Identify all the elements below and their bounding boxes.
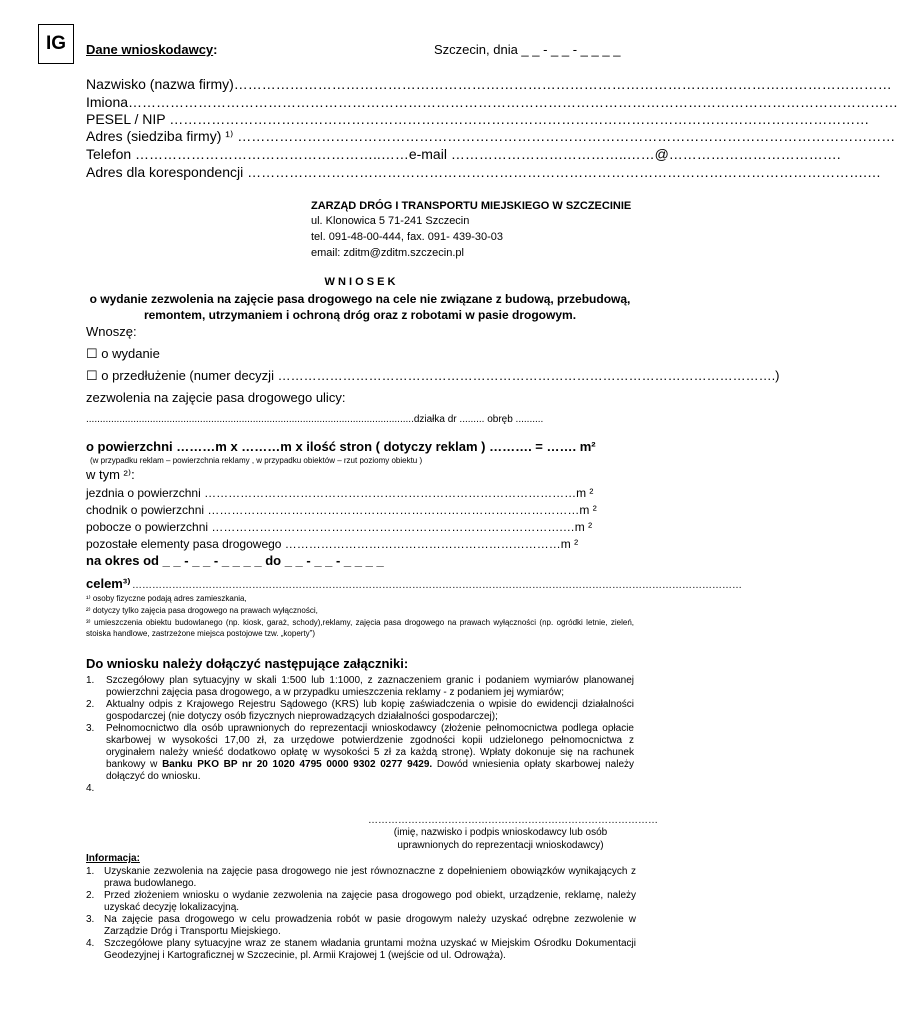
purpose-field[interactable]: …………………………………………………………………………………………………………………………………………………………………: [132, 580, 742, 591]
recipient-phone: tel. 091-48-00-444, fax. 091- 439-30-03: [311, 231, 504, 243]
applicant-heading-colon: :: [213, 42, 218, 57]
attachment-item: 2. Aktualny odpis z Krajowego Rejestru Sądowego (KRS) lub kopię zaświadczenia o wpisie do ewidencji działalności gospodarczej (nie dotyczy osób fizycznych nieprowadzących działalności gospodarczej);: [86, 699, 634, 722]
footnote-3: ³⁾ umieszczenia obiektu budowlanego (np. kiosk, garaż, schody),reklamy, zajęcia pasa drogowego na prawach wyłączności (np. ogródki letnie, zieleń, stoiska handlowe, zastrzeżone miejsca postojowe tzw. „koperty”): [86, 618, 634, 638]
applicant-heading: [86, 42, 218, 57]
footnote-2: ²⁾ dotyczy tylko zajęcia pasa drogowego na prawach wyłączności,: [86, 606, 318, 615]
option-issue-checkbox[interactable]: ☐ o wydanie: [86, 346, 160, 361]
of-which-label: w tym ²⁾:: [86, 467, 135, 482]
attachment-item: 3. Pełnomocnictwo dla osób uprawnionych do reprezentacji wnioskodawcy (złożenie pełnomocnictwa podlega opłacie skarbowej w wysokości 17,00 zł, za urzędowe potwierdzenie zgodności kopii udzielonego pełnomocnictwa z oryginałem należy wnieść dodatkowo opłatę w wysokości 5 zł za każdą stronę). Wpłaty dokonuje się na rachunek bankowy w Banku PKO BP nr 20 1020 4795 0000 9302 0277 9429. Dowód wniesienia opłaty skarbowej należy dołączyć do wniosku.: [86, 723, 635, 782]
surface-other[interactable]: pozostałe elementy pasa drogowego ……………………………………………………………m ²: [86, 537, 579, 551]
attachments-heading-text: Do wniosku należy dołączyć następujące załączniki: [86, 656, 404, 671]
surface-shoulder[interactable]: pobocze o powierzchni …………………………………………………………………………….…m ²: [86, 520, 593, 534]
field-address[interactable]: Adres (siedziba firmy) ¹⁾ ……………………………………………………………………………………………………………………………: [86, 128, 896, 144]
street-label: zezwolenia na zajęcie pasa drogowego ulicy:: [86, 390, 346, 405]
signature-line[interactable]: ……………………………………………………………………………: [368, 815, 658, 826]
recipient-email: email: zditm@zditm.szczecin.pl: [311, 247, 464, 259]
field-phone-email[interactable]: Telefon ……………………………………………..……e-mail ………………………………..……@……………………………….: [86, 146, 841, 162]
field-surname[interactable]: Nazwisko (nazwa firmy)……………………………………………………………………………………………………………………………: [86, 76, 892, 92]
surface-note: (w przypadku reklam – powierzchnia reklamy , w przypadku obiektów – rzut poziomy obiektu ): [90, 456, 423, 465]
recipient-name: ZARZĄD DRÓG I TRANSPORTU MIEJSKIEGO W SZCZECINIE: [311, 200, 632, 212]
signature-caption-1: (imię, nazwisko i podpis wnioskodawcy lub osób: [393, 827, 608, 838]
attachments-heading: [86, 656, 408, 671]
field-first-names[interactable]: Imiona…………………………………………………………………………………………………………………………………………………: [86, 94, 898, 110]
signature-caption-2: uprawnionych do reprezentacji wnioskodawcy): [397, 840, 604, 851]
info-item: 2. Przed złożeniem wniosku o wydanie zezwolenia na zajęcie pasa drogowego pod obiekt, urządzenie, reklamę, należy uzyskać decyzję lokalizacyjną.: [86, 890, 636, 913]
field-correspondence[interactable]: Adres dla korespondencji …………………………………………………………………………………………………………………….…: [86, 164, 881, 180]
surface-sidewalk[interactable]: chodnik o powierzchni …………………………………………………………………………………m ²: [86, 503, 597, 517]
street-plot-field[interactable]: ......................................................................................................................działka dr ......... obręb ..........: [86, 414, 544, 425]
footnote-1: ¹⁾ osoby fizyczne podają adres zamieszkania,: [86, 594, 247, 603]
info-list: [86, 866, 636, 962]
attachments-list: [86, 675, 634, 795]
purpose-label: celem³⁾: [86, 576, 131, 591]
option-extend-checkbox[interactable]: ☐ o przedłużenie (numer decyzji …………………………………………………………………………………………………….): [86, 368, 780, 383]
info-item: 3. Na zajęcie pasa drogowego w celu prowadzenia robót w pasie drogowym należy uzyskać odrębne zezwolenie w Zarządzie Dróg i Transportu Miejskiego.: [86, 914, 636, 937]
info-heading: Informacja:: [86, 853, 140, 864]
document-subtitle-1: o wydanie zezwolenia na zajęcie pasa drogowego na cele nie związane z budową, przebudową,: [89, 292, 631, 306]
field-pesel-nip[interactable]: PESEL / NIP ……………………………………………………………………………………………………………………………………: [86, 111, 870, 127]
attachment-item: 4.: [86, 783, 95, 794]
surface-roadway[interactable]: jezdnia o powierzchni …………………………………………………………………………………m ²: [86, 486, 594, 500]
place-date: Szczecin, dnia _ _ - _ _ - _ _ _ _: [434, 42, 621, 57]
info-item: 1. Uzyskanie zezwolenia na zajęcie pasa drogowego nie jest równoznaczne z dopełnieniem obowiązków wynikających z prawa budowlanego.: [86, 866, 636, 889]
attachment-item: 1. Szczegółowy plan sytuacyjny w skali 1:500 lub 1:1000, z zaznaczeniem granic i podaniem wymiarów planowanej powierzchni zajęcia pasa drogowego, a w przypadku umieszczenia reklamy - z podaniem jej wymiarów;: [86, 675, 634, 698]
document-subtitle-2: remontem, utrzymaniem i ochroną dróg oraz z robotami w pasie drogowym.: [143, 308, 577, 322]
surface-field[interactable]: o powierzchni ………m x ………m x ilość stron ( dotyczy reklam ) ………. = ……. m²: [86, 439, 596, 454]
applicant-heading-text: Dane wnioskodawcy: [86, 42, 214, 57]
document-title: W N I O S E K: [324, 276, 396, 288]
recipient-address: ul. Klonowica 5 71-241 Szczecin: [311, 215, 470, 227]
info-item: 4. Szczegółowe plany sytuacyjne wraz ze stanem władania gruntami można uzyskać w Miejskim Ośrodku Dokumentacji Geodezyjnej i Kartograficznej w Szczecinie, pl. Armii Krajowej 1 (wejście od ul. Odrowąża).: [86, 938, 636, 961]
attachments-heading-colon: :: [403, 656, 409, 671]
form-code-box: IG: [38, 24, 74, 64]
request-label: Wnoszę:: [86, 324, 137, 339]
period-field[interactable]: na okres od _ _ - _ _ - _ _ _ _ do _ _ - _ _ - _ _ _ _: [86, 553, 384, 568]
